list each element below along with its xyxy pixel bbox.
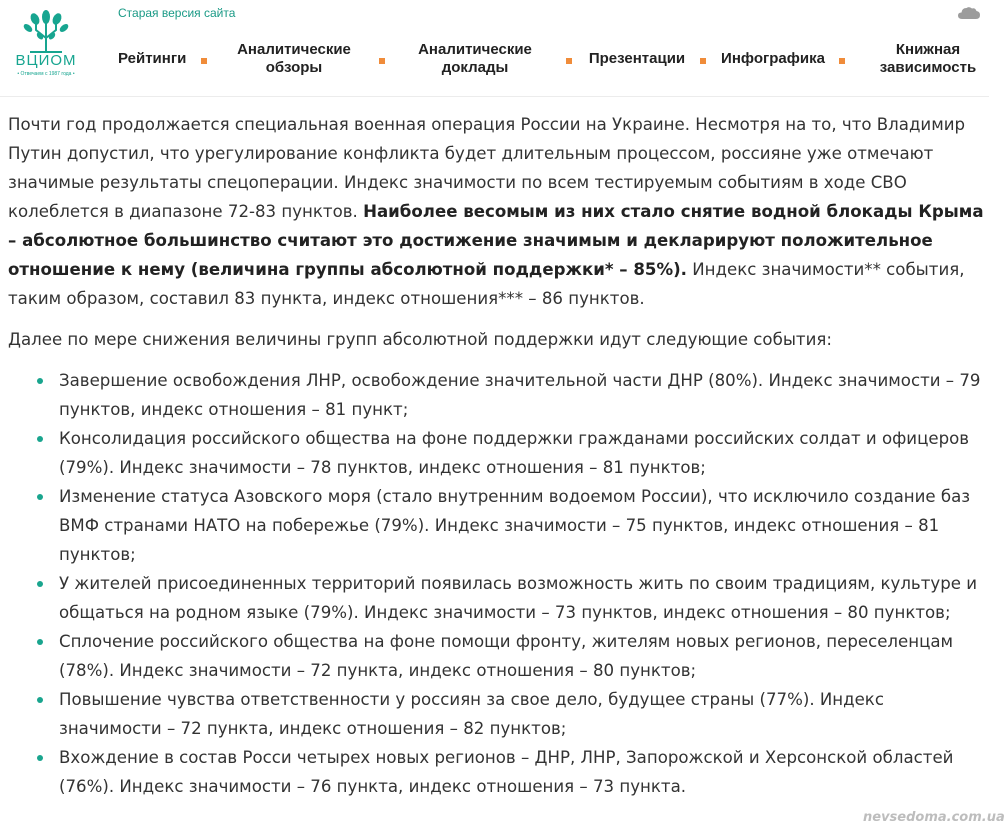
nav-item-presentations[interactable]	[585, 50, 689, 68]
list-item-text: Сплочение российского общества на фоне помощи фронту, жителям новых регионов, переселенцам (78%). Индекс значимости – 72 пункта, индекс отношения – 80 пунктов;	[59, 632, 954, 680]
list-item	[8, 366, 984, 424]
nav-item-analytical-reports[interactable]	[405, 41, 545, 77]
watermark: nevsedoma.com.ua	[863, 810, 1005, 825]
list-item	[8, 685, 984, 743]
nav-label: Аналитические	[237, 41, 351, 58]
nav-item-book-addiction[interactable]	[869, 41, 987, 77]
lead-paragraph: Далее по мере снижения величины групп абсолютной поддержки идут следующие события:	[8, 330, 832, 349]
list-item	[8, 627, 984, 685]
cloud-icon[interactable]	[958, 6, 980, 20]
logo-wordmark: ВЦИОМ	[15, 52, 77, 69]
nav-label: Рейтинги	[118, 50, 187, 67]
article-body	[8, 110, 984, 801]
bullet-icon	[37, 581, 43, 587]
list-item	[8, 569, 984, 627]
site-header	[0, 0, 989, 97]
nav-separator	[700, 58, 706, 64]
events-list	[8, 366, 984, 801]
nav-item-analytical-reviews[interactable]	[224, 41, 364, 77]
bullet-icon	[37, 697, 43, 703]
nav-separator	[839, 58, 845, 64]
bullet-icon	[37, 494, 43, 500]
logo[interactable]	[4, 8, 88, 78]
list-item-text: Изменение статуса Азовского моря (стало внутренним водоемом России), что исключило создание баз ВМФ странами НАТО на побережье (79%). Индекс значимости – 75 пунктов, индекс отношения – 81 пунктов;	[59, 487, 971, 564]
bullet-icon	[37, 639, 43, 645]
bullet-icon	[37, 378, 43, 384]
intro-highlight: Наиболее весомым из них стало снятие водной блокады Крыма – абсолютное большинство считают это достижение значимым и декларируют положительное отношение к нему (величина группы абсолютной поддержки* – 85%).	[8, 202, 984, 279]
list-item-text: Консолидация российского общества на фоне поддержки гражданами российских солдат и офицеров (79%). Индекс значимости – 78 пунктов, индекс отношения – 81 пунктов;	[59, 429, 970, 477]
nav-label: Инфографика	[721, 50, 825, 67]
intro-paragraph	[8, 110, 984, 313]
nav-label: Презентации	[588, 50, 686, 67]
nav-item-infographics[interactable]	[718, 50, 828, 68]
intro-text-tail: Индекс значимости** события, таким образом, составил 83 пункта, индекс отношения*** – 86 пунктов.	[8, 260, 965, 308]
list-item	[8, 424, 984, 482]
nav-label: доклады	[441, 59, 509, 76]
bullet-icon	[37, 755, 43, 761]
list-item-text: Завершение освобождения ЛНР, освобождение значительной части ДНР (80%). Индекс значимости – 79 пунктов, индекс отношения – 81 пункт;	[59, 371, 981, 419]
list-item-text: У жителей присоединенных территорий появилась возможность жить по своим традициям, культуре и общаться на родном языке (79%). Индекс значимости – 73 пунктов, индекс отношения – 80 пунктов;	[59, 574, 978, 622]
logo-tagline: • Отвечаем с 1987 года •	[17, 71, 75, 77]
bullet-icon	[37, 436, 43, 442]
list-item-text: Повышение чувства ответственности у россиян за свое дело, будущее страны (77%). Индекс значимости – 72 пункта, индекс отношения – 82 пунктов;	[59, 690, 884, 738]
list-item-text: Вхождение в состав Росси четырех новых регионов – ДНР, ЛНР, Запорожской и Херсонской областей (76%). Индекс значимости – 76 пункта, индекс отношения – 73 пункта.	[59, 748, 954, 796]
nav-separator	[566, 58, 572, 64]
nav-label: Аналитические	[418, 41, 532, 58]
nav-label: Книжная	[895, 41, 961, 58]
nav-item-ratings[interactable]	[118, 50, 190, 68]
nav-label: обзоры	[265, 59, 323, 76]
list-item	[8, 482, 984, 569]
list-item	[8, 743, 984, 801]
tree-logo-icon	[4, 8, 88, 52]
nav-label: зависимость	[879, 59, 977, 76]
nav-separator	[201, 58, 207, 64]
nav-separator	[379, 58, 385, 64]
old-version-link[interactable]: Старая версия сайта	[118, 6, 236, 20]
intro-text: Почти год продолжается специальная военная операция России на Украине. Несмотря на то, что Владимир Путин допустил, что урегулирование конфликта будет длительным процессом, россияне уже отмечают значимые результаты спецоперации. Индекс значимости по всем тестируемым событиям в ходе СВО колеблется в диапазоне 72-83 пунктов.	[8, 115, 966, 221]
